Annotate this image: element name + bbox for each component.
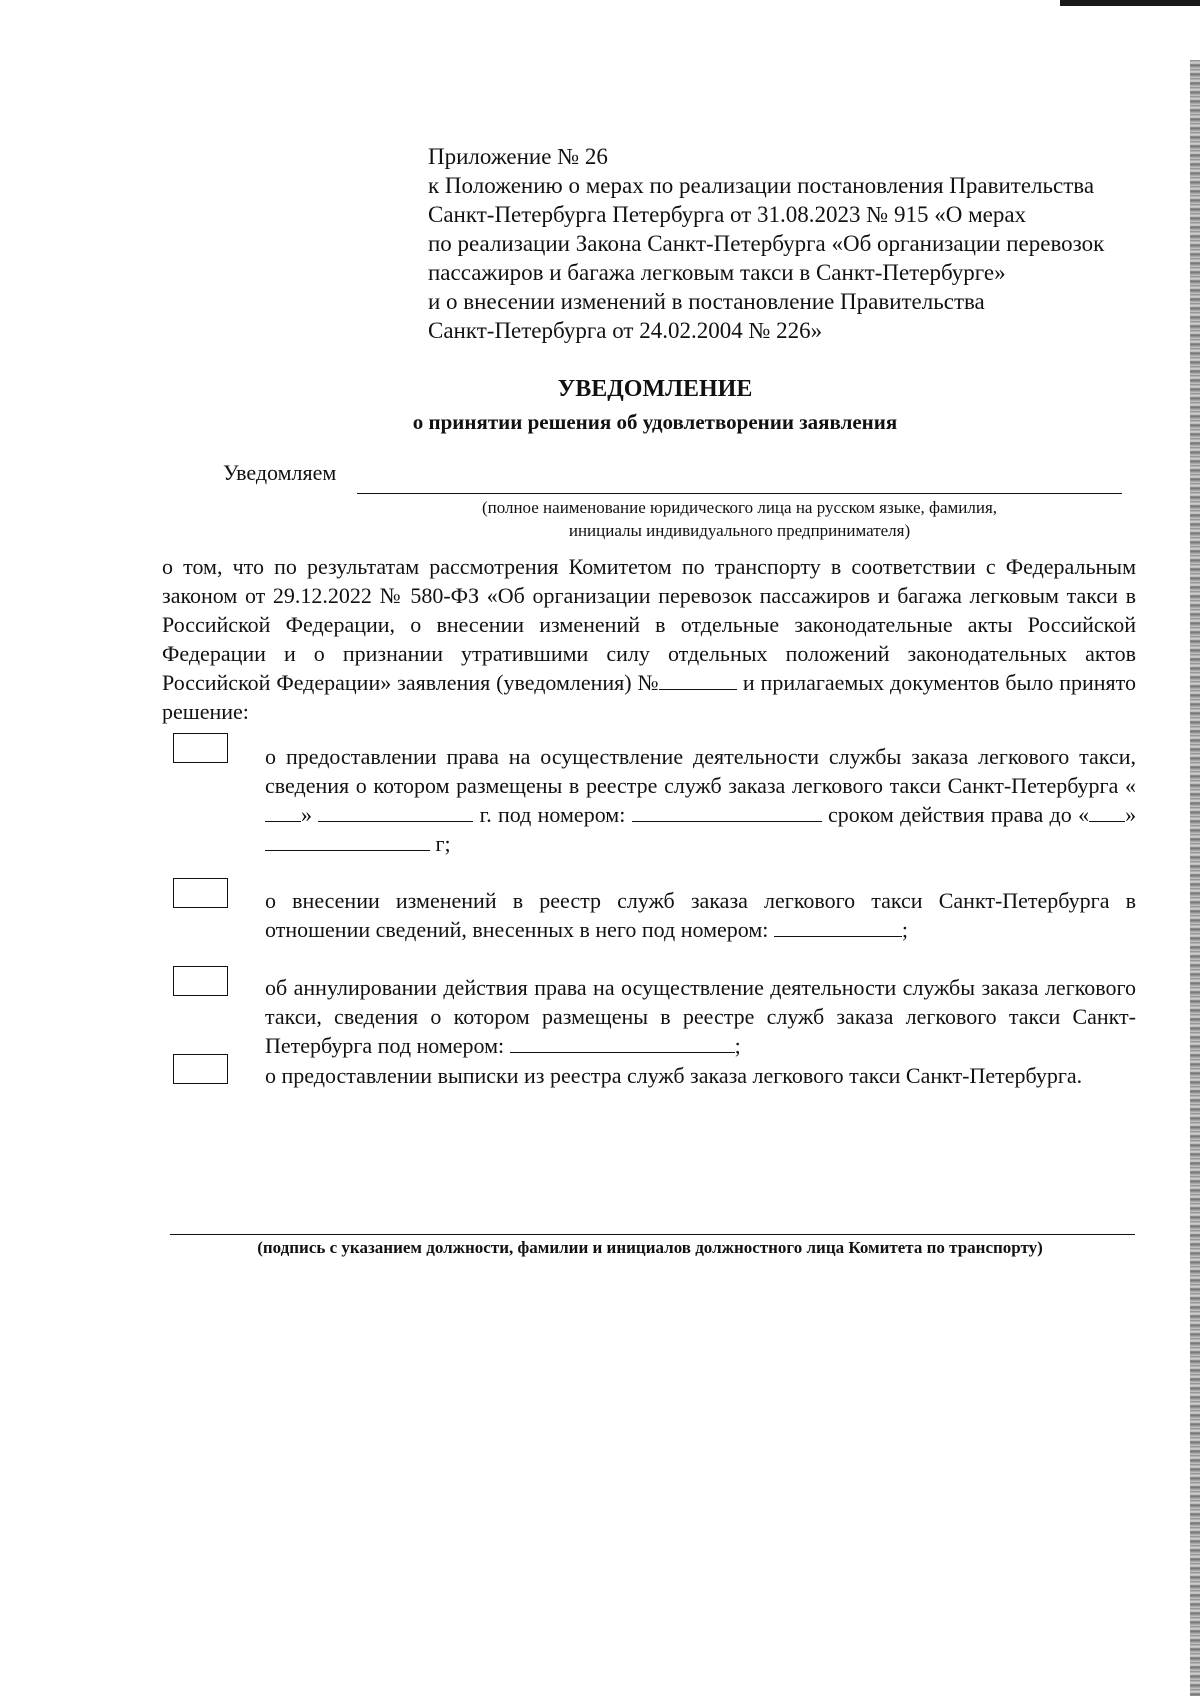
option-4-checkbox[interactable] (173, 1054, 228, 1084)
option-1-part: сроком действия права до « (827, 802, 1090, 827)
validity-day-blank (1089, 803, 1125, 822)
option-1-part: г; (435, 831, 451, 856)
option-3-part: об аннулировании действия права на осуществление деятельности службы заказа легкового такси, сведения о котором размещены в реестре служб заказа легкового такси Санкт-Петербурга под номером: (265, 975, 1136, 1058)
option-1-text (265, 742, 1136, 858)
scan-edge-top (1060, 0, 1200, 6)
option-1-checkbox[interactable] (173, 733, 228, 763)
signature-line (170, 1234, 1135, 1235)
option-2-part: о внесении изменений в реестр служб заказа легкового такси Санкт-Петербурга в отношении сведений, внесенных в него под номером: (265, 888, 1136, 942)
document-subtitle: о принятии решения об удовлетворении заявления (412, 410, 898, 434)
registry-number-blank (774, 918, 902, 937)
annex-line: Санкт-Петербурга от 24.02.2004 № 226» (428, 318, 823, 343)
body-text (162, 552, 1136, 726)
option-2-part: ; (901, 917, 909, 942)
option-3-text (265, 973, 1136, 1060)
signature-caption: (подпись с указанием должности, фамилии и инициалов должностного лица Комитета по транспорту) (257, 1238, 1043, 1257)
option-4-part: о предоставлении выписки из реестра служб заказа легкового такси Санкт-Петербурга. (265, 1063, 1083, 1088)
notify-caption-line: (полное наименование юридического лица на русском языке, фамилия, (481, 498, 998, 517)
annex-line: по реализации Закона Санкт-Петербурга «Об организации перевозок (428, 231, 1105, 256)
month-year-blank (318, 803, 473, 822)
option-1-part: » (301, 802, 312, 827)
scan-edge-right (1190, 60, 1200, 1696)
annex-line: Приложение № 26 (428, 144, 608, 169)
option-1-part: г. под номером: (479, 802, 626, 827)
option-1-part: о предоставлении права на осуществление деятельности службы заказа легкового такси, сведения о котором размещены в реестре служб заказа легкового такси Санкт-Петербурга « (265, 744, 1136, 798)
notify-caption (357, 496, 1122, 542)
notify-recipient-line (357, 493, 1122, 494)
option-3-part: ; (734, 1033, 741, 1058)
option-1-part: » (1125, 802, 1137, 827)
validity-month-year-blank (265, 832, 430, 851)
option-2-text (265, 886, 1136, 944)
annex-line: пассажиров и багажа легковым такси в Санкт-Петербурге» (428, 260, 1006, 285)
day-blank (265, 803, 301, 822)
notify-caption-line: инициалы индивидуального предпринимателя) (568, 521, 911, 540)
body-text-end: и прилагаемых документов было принято решение: (162, 670, 1137, 724)
option-4-text (265, 1061, 1136, 1090)
document-title: УВЕДОМЛЕНИЕ (557, 376, 753, 402)
body-text-main: о том, что по результатам рассмотрения Комитетом по транспорту в соответствии с Федеральным законом от 29.12.2022 № 580-ФЗ «Об организации перевозок пассажиров и багажа легковым такси в Российской Федерации, о внесении изменений в отдельные законодательные акты Российской Федерации и о признании утратившими силу отдельных положений законодательных актов Российской Федерации» заявления (уведомления) (162, 554, 1136, 695)
registry-number-blank (632, 803, 822, 822)
application-number-blank (659, 671, 737, 690)
annex-line: к Положению о мерах по реализации постановления Правительства (428, 173, 1095, 198)
body-text-number-sign: № (637, 670, 659, 695)
annex-header (428, 142, 1104, 345)
registry-number-blank (510, 1034, 735, 1053)
option-3-checkbox[interactable] (173, 966, 228, 996)
annex-line: Санкт-Петербурга Петербурга от 31.08.2023 № 915 «О мерах (428, 202, 1027, 227)
option-2-checkbox[interactable] (173, 878, 228, 908)
notify-label: Уведомляем (223, 460, 337, 485)
annex-line: и о внесении изменений в постановление Правительства (428, 289, 985, 314)
